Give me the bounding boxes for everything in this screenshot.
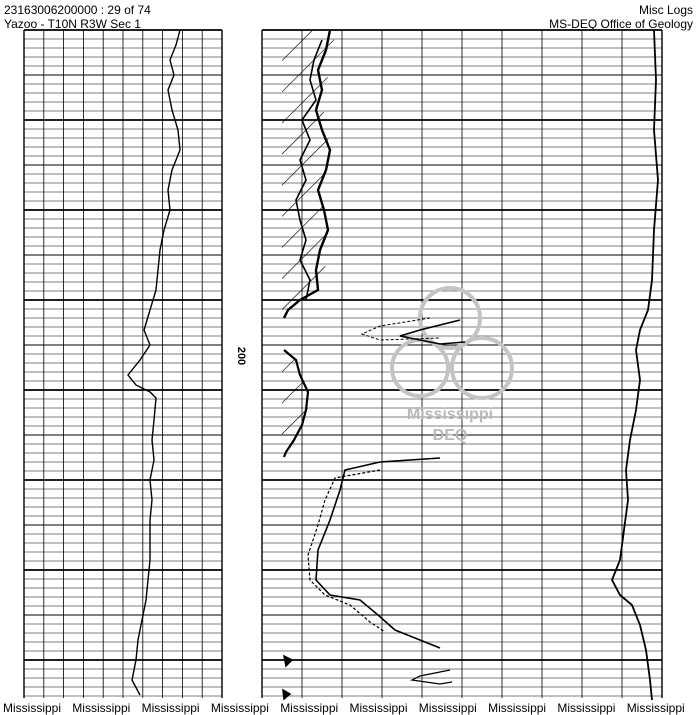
resistivity-curve-lower (316, 458, 440, 648)
footer-label: Mississippi (210, 701, 269, 715)
hatch-shading-lower (278, 345, 318, 460)
spike-curve-bottom (412, 670, 452, 684)
well-id: 23163006200000 : 29 of 74 (4, 3, 151, 17)
agency-label: MS-DEQ Office of Geology (549, 17, 693, 31)
track-left-grid (24, 30, 222, 698)
footer-label: Mississippi (280, 701, 339, 715)
watermark-text-line1: Mississippi (406, 406, 494, 423)
watermark-text-line2: DEQ (432, 427, 468, 444)
footer-label: Mississippi (488, 701, 547, 715)
resistivity-curve-dashed (308, 470, 385, 632)
right-edge-curve (612, 30, 658, 700)
footer-watermark-strip (0, 701, 697, 715)
footer-label: Mississippi (626, 701, 685, 715)
footer-label: Mississippi (141, 701, 200, 715)
footer-label: Mississippi (557, 701, 616, 715)
footer-label: Mississippi (418, 701, 477, 715)
footer-label: Mississippi (349, 701, 408, 715)
bottom-marks (283, 656, 292, 699)
footer-label: Mississippi (3, 701, 62, 715)
left-track-curve (128, 30, 180, 695)
location-label: Yazoo - T10N R3W Sec 1 (4, 17, 141, 31)
depth-marker: 200 (235, 346, 248, 366)
footer-label: Mississippi (72, 701, 131, 715)
log-type-label: Misc Logs (638, 3, 693, 17)
